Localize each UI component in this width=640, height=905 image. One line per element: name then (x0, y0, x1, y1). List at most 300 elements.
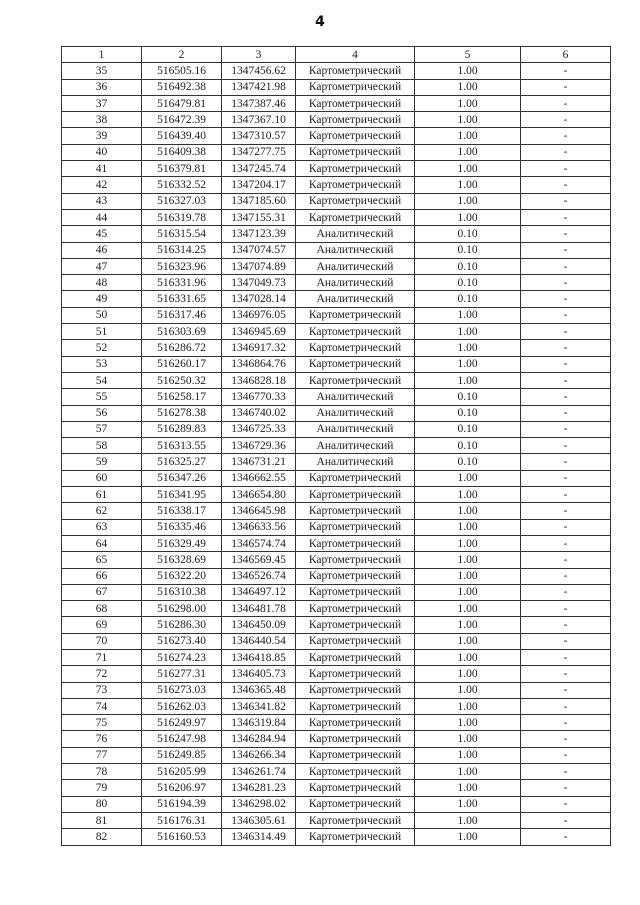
x-coordinate-cell: 516262.03 (142, 698, 222, 714)
method-cell: Аналитический (296, 226, 415, 242)
point-number-cell: 59 (62, 454, 142, 470)
x-coordinate-cell: 516328.69 (142, 552, 222, 568)
method-cell: Картометрический (296, 63, 415, 79)
point-number-cell: 38 (62, 112, 142, 128)
y-coordinate-cell: 1346569.45 (222, 552, 296, 568)
note-cell: - (521, 812, 611, 828)
table-row (62, 291, 611, 307)
method-cell: Аналитический (296, 454, 415, 470)
x-coordinate-cell: 516313.55 (142, 438, 222, 454)
accuracy-cell: 1.00 (415, 829, 521, 845)
y-coordinate-cell: 1347049.73 (222, 275, 296, 291)
accuracy-cell: 1.00 (415, 95, 521, 111)
accuracy-cell: 1.00 (415, 568, 521, 584)
method-cell: Картометрический (296, 649, 415, 665)
note-cell: - (521, 470, 611, 486)
method-cell: Картометрический (296, 324, 415, 340)
note-cell: - (521, 95, 611, 111)
y-coordinate-cell: 1346281.23 (222, 780, 296, 796)
x-coordinate-cell: 516322.20 (142, 568, 222, 584)
method-cell: Картометрический (296, 715, 415, 731)
note-cell: - (521, 601, 611, 617)
table-row (62, 633, 611, 649)
accuracy-cell: 1.00 (415, 503, 521, 519)
accuracy-cell: 1.00 (415, 601, 521, 617)
point-number-cell: 36 (62, 79, 142, 95)
accuracy-cell: 1.00 (415, 324, 521, 340)
note-cell: - (521, 128, 611, 144)
point-number-cell: 68 (62, 601, 142, 617)
y-coordinate-cell: 1346440.54 (222, 633, 296, 649)
method-cell: Картометрический (296, 764, 415, 780)
x-coordinate-cell: 516260.17 (142, 356, 222, 372)
point-number-cell: 76 (62, 731, 142, 747)
page-number: 4 (315, 14, 325, 30)
table-row (62, 63, 611, 79)
accuracy-cell: 1.00 (415, 617, 521, 633)
accuracy-cell: 1.00 (415, 63, 521, 79)
y-coordinate-cell: 1346319.84 (222, 715, 296, 731)
accuracy-cell: 0.10 (415, 438, 521, 454)
coordinates-table (61, 46, 611, 846)
accuracy-cell: 1.00 (415, 698, 521, 714)
note-cell: - (521, 144, 611, 160)
method-cell: Картометрический (296, 112, 415, 128)
accuracy-cell: 1.00 (415, 340, 521, 356)
x-coordinate-cell: 516335.46 (142, 519, 222, 535)
point-number-cell: 51 (62, 324, 142, 340)
note-cell: - (521, 487, 611, 503)
y-coordinate-cell: 1346266.34 (222, 747, 296, 763)
table-row (62, 258, 611, 274)
y-coordinate-cell: 1346864.76 (222, 356, 296, 372)
point-number-cell: 45 (62, 226, 142, 242)
point-number-cell: 69 (62, 617, 142, 633)
method-cell: Аналитический (296, 389, 415, 405)
y-coordinate-cell: 1347204.17 (222, 177, 296, 193)
point-number-cell: 60 (62, 470, 142, 486)
y-coordinate-cell: 1347387.46 (222, 95, 296, 111)
x-coordinate-cell: 516505.16 (142, 63, 222, 79)
table-row (62, 79, 611, 95)
method-cell: Картометрический (296, 682, 415, 698)
x-coordinate-cell: 516332.52 (142, 177, 222, 193)
point-number-cell: 75 (62, 715, 142, 731)
x-coordinate-cell: 516379.81 (142, 161, 222, 177)
x-coordinate-cell: 516289.83 (142, 421, 222, 437)
table-header (62, 47, 611, 63)
x-coordinate-cell: 516329.49 (142, 535, 222, 551)
point-number-cell: 63 (62, 519, 142, 535)
x-coordinate-cell: 516323.96 (142, 258, 222, 274)
note-cell: - (521, 454, 611, 470)
note-cell: - (521, 275, 611, 291)
y-coordinate-cell: 1346654.80 (222, 487, 296, 503)
header-row (62, 47, 611, 63)
point-number-cell: 58 (62, 438, 142, 454)
accuracy-cell: 0.10 (415, 421, 521, 437)
table-row (62, 128, 611, 144)
method-cell: Аналитический (296, 275, 415, 291)
y-coordinate-cell: 1346725.33 (222, 421, 296, 437)
method-cell: Картометрический (296, 356, 415, 372)
note-cell: - (521, 438, 611, 454)
method-cell: Картометрический (296, 812, 415, 828)
point-number-cell: 71 (62, 649, 142, 665)
x-coordinate-cell: 516439.40 (142, 128, 222, 144)
x-coordinate-cell: 516325.27 (142, 454, 222, 470)
accuracy-cell: 1.00 (415, 519, 521, 535)
x-coordinate-cell: 516274.23 (142, 649, 222, 665)
point-number-cell: 70 (62, 633, 142, 649)
point-number-cell: 80 (62, 796, 142, 812)
x-coordinate-cell: 516409.38 (142, 144, 222, 160)
note-cell: - (521, 226, 611, 242)
header-cell: 3 (222, 47, 296, 63)
y-coordinate-cell: 1347155.31 (222, 209, 296, 225)
y-coordinate-cell: 1347456.62 (222, 63, 296, 79)
method-cell: Аналитический (296, 421, 415, 437)
method-cell: Картометрический (296, 780, 415, 796)
table-row (62, 682, 611, 698)
accuracy-cell: 1.00 (415, 193, 521, 209)
point-number-cell: 43 (62, 193, 142, 209)
note-cell: - (521, 649, 611, 665)
x-coordinate-cell: 516331.65 (142, 291, 222, 307)
accuracy-cell: 1.00 (415, 372, 521, 388)
table-row (62, 503, 611, 519)
point-number-cell: 72 (62, 666, 142, 682)
note-cell: - (521, 503, 611, 519)
point-number-cell: 56 (62, 405, 142, 421)
accuracy-cell: 1.00 (415, 584, 521, 600)
x-coordinate-cell: 516317.46 (142, 307, 222, 323)
accuracy-cell: 0.10 (415, 226, 521, 242)
note-cell: - (521, 617, 611, 633)
y-coordinate-cell: 1346731.21 (222, 454, 296, 470)
table-row (62, 324, 611, 340)
point-number-cell: 47 (62, 258, 142, 274)
point-number-cell: 64 (62, 535, 142, 551)
accuracy-cell: 1.00 (415, 128, 521, 144)
note-cell: - (521, 161, 611, 177)
method-cell: Картометрический (296, 584, 415, 600)
x-coordinate-cell: 516205.99 (142, 764, 222, 780)
method-cell: Картометрический (296, 79, 415, 95)
method-cell: Картометрический (296, 617, 415, 633)
table-row (62, 731, 611, 747)
x-coordinate-cell: 516247.98 (142, 731, 222, 747)
accuracy-cell: 1.00 (415, 682, 521, 698)
y-coordinate-cell: 1346729.36 (222, 438, 296, 454)
header-cell: 5 (415, 47, 521, 63)
table-row (62, 307, 611, 323)
y-coordinate-cell: 1346945.69 (222, 324, 296, 340)
point-number-cell: 46 (62, 242, 142, 258)
y-coordinate-cell: 1346418.85 (222, 649, 296, 665)
method-cell: Картометрический (296, 666, 415, 682)
table-row (62, 519, 611, 535)
point-number-cell: 41 (62, 161, 142, 177)
table-row (62, 715, 611, 731)
point-number-cell: 42 (62, 177, 142, 193)
accuracy-cell: 1.00 (415, 487, 521, 503)
y-coordinate-cell: 1347028.14 (222, 291, 296, 307)
point-number-cell: 77 (62, 747, 142, 763)
table-row (62, 617, 611, 633)
x-coordinate-cell: 516472.39 (142, 112, 222, 128)
table-row (62, 340, 611, 356)
x-coordinate-cell: 516176.31 (142, 812, 222, 828)
accuracy-cell: 1.00 (415, 79, 521, 95)
note-cell: - (521, 715, 611, 731)
note-cell: - (521, 405, 611, 421)
note-cell: - (521, 780, 611, 796)
x-coordinate-cell: 516327.03 (142, 193, 222, 209)
note-cell: - (521, 193, 611, 209)
y-coordinate-cell: 1346633.56 (222, 519, 296, 535)
table-row (62, 649, 611, 665)
accuracy-cell: 1.00 (415, 307, 521, 323)
table-row (62, 584, 611, 600)
method-cell: Картометрический (296, 470, 415, 486)
y-coordinate-cell: 1346770.33 (222, 389, 296, 405)
method-cell: Аналитический (296, 242, 415, 258)
table-row (62, 209, 611, 225)
table-row (62, 747, 611, 763)
note-cell: - (521, 79, 611, 95)
y-coordinate-cell: 1347421.98 (222, 79, 296, 95)
table-row (62, 812, 611, 828)
accuracy-cell: 1.00 (415, 633, 521, 649)
note-cell: - (521, 258, 611, 274)
method-cell: Картометрический (296, 372, 415, 388)
method-cell: Картометрический (296, 633, 415, 649)
method-cell: Картометрический (296, 307, 415, 323)
method-cell: Картометрический (296, 340, 415, 356)
y-coordinate-cell: 1347074.57 (222, 242, 296, 258)
table-row (62, 112, 611, 128)
y-coordinate-cell: 1346574.74 (222, 535, 296, 551)
method-cell: Картометрический (296, 503, 415, 519)
accuracy-cell: 1.00 (415, 796, 521, 812)
y-coordinate-cell: 1347277.75 (222, 144, 296, 160)
table-row (62, 666, 611, 682)
note-cell: - (521, 112, 611, 128)
table-row (62, 421, 611, 437)
accuracy-cell: 1.00 (415, 764, 521, 780)
note-cell: - (521, 356, 611, 372)
point-number-cell: 78 (62, 764, 142, 780)
x-coordinate-cell: 516310.38 (142, 584, 222, 600)
table-row (62, 389, 611, 405)
x-coordinate-cell: 516277.31 (142, 666, 222, 682)
method-cell: Картометрический (296, 95, 415, 111)
accuracy-cell: 1.00 (415, 209, 521, 225)
y-coordinate-cell: 1346497.12 (222, 584, 296, 600)
x-coordinate-cell: 516286.30 (142, 617, 222, 633)
table-row (62, 372, 611, 388)
method-cell: Картометрический (296, 829, 415, 845)
table-row (62, 242, 611, 258)
note-cell: - (521, 568, 611, 584)
table-row (62, 552, 611, 568)
method-cell: Аналитический (296, 258, 415, 274)
accuracy-cell: 1.00 (415, 731, 521, 747)
note-cell: - (521, 324, 611, 340)
y-coordinate-cell: 1347367.10 (222, 112, 296, 128)
y-coordinate-cell: 1346405.73 (222, 666, 296, 682)
point-number-cell: 57 (62, 421, 142, 437)
table-row (62, 275, 611, 291)
table-row (62, 796, 611, 812)
method-cell: Картометрический (296, 601, 415, 617)
table-row (62, 144, 611, 160)
note-cell: - (521, 633, 611, 649)
method-cell: Картометрический (296, 161, 415, 177)
table-row (62, 95, 611, 111)
accuracy-cell: 1.00 (415, 144, 521, 160)
accuracy-cell: 0.10 (415, 454, 521, 470)
x-coordinate-cell: 516338.17 (142, 503, 222, 519)
method-cell: Картометрический (296, 535, 415, 551)
point-number-cell: 52 (62, 340, 142, 356)
method-cell: Картометрический (296, 144, 415, 160)
table-row (62, 764, 611, 780)
method-cell: Аналитический (296, 291, 415, 307)
point-number-cell: 67 (62, 584, 142, 600)
method-cell: Аналитический (296, 405, 415, 421)
x-coordinate-cell: 516273.03 (142, 682, 222, 698)
table-row (62, 535, 611, 551)
y-coordinate-cell: 1346365.48 (222, 682, 296, 698)
note-cell: - (521, 519, 611, 535)
y-coordinate-cell: 1346976.05 (222, 307, 296, 323)
accuracy-cell: 1.00 (415, 780, 521, 796)
note-cell: - (521, 389, 611, 405)
note-cell: - (521, 63, 611, 79)
method-cell: Картометрический (296, 568, 415, 584)
note-cell: - (521, 242, 611, 258)
x-coordinate-cell: 516160.53 (142, 829, 222, 845)
y-coordinate-cell: 1346261.74 (222, 764, 296, 780)
point-number-cell: 50 (62, 307, 142, 323)
method-cell: Картометрический (296, 747, 415, 763)
note-cell: - (521, 796, 611, 812)
note-cell: - (521, 340, 611, 356)
method-cell: Картометрический (296, 128, 415, 144)
y-coordinate-cell: 1346314.49 (222, 829, 296, 845)
x-coordinate-cell: 516492.38 (142, 79, 222, 95)
x-coordinate-cell: 516286.72 (142, 340, 222, 356)
note-cell: - (521, 666, 611, 682)
point-number-cell: 54 (62, 372, 142, 388)
y-coordinate-cell: 1346341.82 (222, 698, 296, 714)
note-cell: - (521, 421, 611, 437)
note-cell: - (521, 535, 611, 551)
point-number-cell: 65 (62, 552, 142, 568)
point-number-cell: 74 (62, 698, 142, 714)
x-coordinate-cell: 516278.38 (142, 405, 222, 421)
point-number-cell: 79 (62, 780, 142, 796)
accuracy-cell: 1.00 (415, 552, 521, 568)
note-cell: - (521, 731, 611, 747)
note-cell: - (521, 698, 611, 714)
table-row (62, 226, 611, 242)
note-cell: - (521, 209, 611, 225)
accuracy-cell: 0.10 (415, 291, 521, 307)
header-cell: 4 (296, 47, 415, 63)
y-coordinate-cell: 1346645.98 (222, 503, 296, 519)
x-coordinate-cell: 516347.26 (142, 470, 222, 486)
method-cell: Картометрический (296, 177, 415, 193)
method-cell: Картометрический (296, 193, 415, 209)
accuracy-cell: 1.00 (415, 715, 521, 731)
note-cell: - (521, 764, 611, 780)
note-cell: - (521, 307, 611, 323)
point-number-cell: 66 (62, 568, 142, 584)
accuracy-cell: 1.00 (415, 470, 521, 486)
accuracy-cell: 0.10 (415, 242, 521, 258)
point-number-cell: 49 (62, 291, 142, 307)
table-row (62, 470, 611, 486)
table-row (62, 438, 611, 454)
method-cell: Картометрический (296, 209, 415, 225)
accuracy-cell: 1.00 (415, 177, 521, 193)
y-coordinate-cell: 1346740.02 (222, 405, 296, 421)
x-coordinate-cell: 516194.39 (142, 796, 222, 812)
y-coordinate-cell: 1346917.32 (222, 340, 296, 356)
table-row (62, 454, 611, 470)
header-cell: 1 (62, 47, 142, 63)
x-coordinate-cell: 516250.32 (142, 372, 222, 388)
table-row (62, 177, 611, 193)
table-row (62, 405, 611, 421)
y-coordinate-cell: 1347123.39 (222, 226, 296, 242)
x-coordinate-cell: 516258.17 (142, 389, 222, 405)
accuracy-cell: 1.00 (415, 812, 521, 828)
y-coordinate-cell: 1346450.09 (222, 617, 296, 633)
y-coordinate-cell: 1347310.57 (222, 128, 296, 144)
x-coordinate-cell: 516273.40 (142, 633, 222, 649)
method-cell: Аналитический (296, 438, 415, 454)
accuracy-cell: 0.10 (415, 405, 521, 421)
accuracy-cell: 1.00 (415, 356, 521, 372)
point-number-cell: 40 (62, 144, 142, 160)
header-cell: 2 (142, 47, 222, 63)
point-number-cell: 37 (62, 95, 142, 111)
point-number-cell: 55 (62, 389, 142, 405)
y-coordinate-cell: 1346305.61 (222, 812, 296, 828)
note-cell: - (521, 291, 611, 307)
note-cell: - (521, 747, 611, 763)
note-cell: - (521, 372, 611, 388)
point-number-cell: 35 (62, 63, 142, 79)
note-cell: - (521, 177, 611, 193)
point-number-cell: 61 (62, 487, 142, 503)
method-cell: Картометрический (296, 552, 415, 568)
point-number-cell: 81 (62, 812, 142, 828)
x-coordinate-cell: 516298.00 (142, 601, 222, 617)
x-coordinate-cell: 516479.81 (142, 95, 222, 111)
point-number-cell: 73 (62, 682, 142, 698)
table-row (62, 568, 611, 584)
y-coordinate-cell: 1346662.55 (222, 470, 296, 486)
table-row (62, 356, 611, 372)
table-row (62, 601, 611, 617)
y-coordinate-cell: 1346526.74 (222, 568, 296, 584)
y-coordinate-cell: 1346298.02 (222, 796, 296, 812)
